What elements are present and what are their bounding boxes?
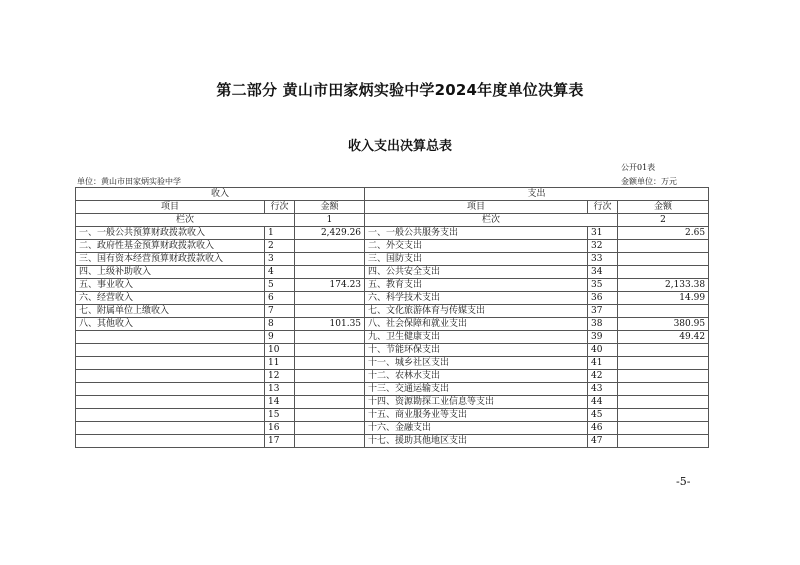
expense-line: 40 <box>588 344 618 357</box>
expense-amount <box>618 435 709 448</box>
expense-amount <box>618 253 709 266</box>
table-row <box>76 331 709 344</box>
income-item: 一、一般公共预算财政拨款收入 <box>76 227 265 240</box>
income-amount <box>295 422 365 435</box>
expense-amount: 2,133.38 <box>618 279 709 292</box>
income-item <box>76 331 265 344</box>
expense-item: 九、卫生健康支出 <box>365 331 588 344</box>
seq-row <box>76 214 709 227</box>
col-amount-header: 金额 <box>295 201 365 214</box>
expense-line: 38 <box>588 318 618 331</box>
expense-amount <box>618 305 709 318</box>
col-item-header-2: 项目 <box>365 201 588 214</box>
income-item: 四、上级补助收入 <box>76 266 265 279</box>
income-amount <box>295 409 365 422</box>
income-item <box>76 409 265 422</box>
income-line: 2 <box>265 240 295 253</box>
expense-amount <box>618 370 709 383</box>
expense-line: 35 <box>588 279 618 292</box>
income-amount <box>295 253 365 266</box>
expense-line: 46 <box>588 422 618 435</box>
table-row <box>76 279 709 292</box>
expense-line: 32 <box>588 240 618 253</box>
expense-amount <box>618 344 709 357</box>
expense-header: 支出 <box>365 188 709 201</box>
income-item <box>76 370 265 383</box>
table-row <box>76 370 709 383</box>
income-item <box>76 396 265 409</box>
expense-amount <box>618 266 709 279</box>
income-amount: 2,429.26 <box>295 227 365 240</box>
table-row <box>76 422 709 435</box>
expense-item: 六、科学技术支出 <box>365 292 588 305</box>
expense-amount: 380.95 <box>618 318 709 331</box>
expense-item: 二、外交支出 <box>365 240 588 253</box>
expense-item: 七、文化旅游体育与传媒支出 <box>365 305 588 318</box>
expense-amount <box>618 409 709 422</box>
expense-line: 45 <box>588 409 618 422</box>
income-amount <box>295 396 365 409</box>
expense-item: 十六、金融支出 <box>365 422 588 435</box>
expense-amount <box>618 383 709 396</box>
income-amount <box>295 435 365 448</box>
expense-amount <box>618 357 709 370</box>
expense-amount: 49.42 <box>618 331 709 344</box>
income-line: 3 <box>265 253 295 266</box>
seq-expense: 2 <box>618 214 709 227</box>
expense-line: 33 <box>588 253 618 266</box>
income-amount: 174.23 <box>295 279 365 292</box>
income-item <box>76 357 265 370</box>
expense-line: 37 <box>588 305 618 318</box>
part-title: 第二部分 黄山市田家炳实验中学2024年度单位决算表 <box>216 81 584 99</box>
expense-item: 十二、农林水支出 <box>365 370 588 383</box>
income-line: 12 <box>265 370 295 383</box>
seq-label: 栏次 <box>76 214 295 227</box>
income-line: 15 <box>265 409 295 422</box>
expense-line: 41 <box>588 357 618 370</box>
income-line: 1 <box>265 227 295 240</box>
expense-line: 47 <box>588 435 618 448</box>
expense-line: 39 <box>588 331 618 344</box>
expense-item: 四、公共安全支出 <box>365 266 588 279</box>
table-row <box>76 292 709 305</box>
income-item: 八、其他收入 <box>76 318 265 331</box>
expense-item: 十、节能环保支出 <box>365 344 588 357</box>
income-amount <box>295 383 365 396</box>
expense-item: 八、社会保障和就业支出 <box>365 318 588 331</box>
expense-item: 五、教育支出 <box>365 279 588 292</box>
seq-label-2: 栏次 <box>365 214 618 227</box>
table-row <box>76 344 709 357</box>
page-number: -5- <box>676 475 691 488</box>
income-line: 14 <box>265 396 295 409</box>
income-line: 10 <box>265 344 295 357</box>
col-line-header-2: 行次 <box>588 201 618 214</box>
table-row <box>76 383 709 396</box>
form-number: 公开01表 <box>621 163 656 172</box>
income-amount <box>295 266 365 279</box>
income-item <box>76 435 265 448</box>
income-amount <box>295 305 365 318</box>
col-line-header: 行次 <box>265 201 295 214</box>
col-item-header: 项目 <box>76 201 265 214</box>
income-item <box>76 344 265 357</box>
income-line: 7 <box>265 305 295 318</box>
unit-label: 单位：黄山市田家炳实验中学 <box>77 177 181 186</box>
income-item: 五、事业收入 <box>76 279 265 292</box>
income-amount <box>295 344 365 357</box>
table-row <box>76 240 709 253</box>
table-row <box>76 266 709 279</box>
expense-item: 十一、城乡社区支出 <box>365 357 588 370</box>
expense-line: 34 <box>588 266 618 279</box>
income-expense-table <box>75 187 709 448</box>
table-title: 收入支出决算总表 <box>347 139 452 154</box>
expense-item: 十五、商业服务业等支出 <box>365 409 588 422</box>
section-header-row <box>76 188 709 201</box>
income-amount <box>295 240 365 253</box>
seq-income: 1 <box>295 214 365 227</box>
income-item: 七、附属单位上缴收入 <box>76 305 265 318</box>
column-header-row <box>76 201 709 214</box>
expense-amount <box>618 396 709 409</box>
income-amount <box>295 357 365 370</box>
expense-line: 36 <box>588 292 618 305</box>
income-line: 8 <box>265 318 295 331</box>
table-row <box>76 318 709 331</box>
income-line: 4 <box>265 266 295 279</box>
expense-line: 43 <box>588 383 618 396</box>
income-header: 收入 <box>76 188 365 201</box>
expense-item: 十三、交通运输支出 <box>365 383 588 396</box>
income-item <box>76 383 265 396</box>
expense-line: 31 <box>588 227 618 240</box>
expense-line: 44 <box>588 396 618 409</box>
expense-item: 十四、资源勘探工业信息等支出 <box>365 396 588 409</box>
income-line: 13 <box>265 383 295 396</box>
table-row <box>76 435 709 448</box>
expense-item: 一、一般公共服务支出 <box>365 227 588 240</box>
income-item: 二、政府性基金预算财政拨款收入 <box>76 240 265 253</box>
income-amount <box>295 331 365 344</box>
money-unit-label: 金额单位：万元 <box>621 177 677 186</box>
income-line: 6 <box>265 292 295 305</box>
income-item: 六、经营收入 <box>76 292 265 305</box>
income-line: 9 <box>265 331 295 344</box>
table-row <box>76 305 709 318</box>
table-row <box>76 253 709 266</box>
income-line: 16 <box>265 422 295 435</box>
expense-item: 三、国防支出 <box>365 253 588 266</box>
income-item <box>76 422 265 435</box>
income-amount: 101.35 <box>295 318 365 331</box>
income-line: 17 <box>265 435 295 448</box>
expense-amount <box>618 240 709 253</box>
table-row <box>76 227 709 240</box>
income-item: 三、国有资本经营预算财政拨款收入 <box>76 253 265 266</box>
income-line: 5 <box>265 279 295 292</box>
table-row <box>76 357 709 370</box>
expense-line: 42 <box>588 370 618 383</box>
table-row <box>76 396 709 409</box>
income-amount <box>295 292 365 305</box>
expense-amount: 2.65 <box>618 227 709 240</box>
col-amount-header-2: 金额 <box>618 201 709 214</box>
expense-item: 十七、援助其他地区支出 <box>365 435 588 448</box>
expense-amount: 14.99 <box>618 292 709 305</box>
income-line: 11 <box>265 357 295 370</box>
table-row <box>76 409 709 422</box>
income-amount <box>295 370 365 383</box>
expense-amount <box>618 422 709 435</box>
